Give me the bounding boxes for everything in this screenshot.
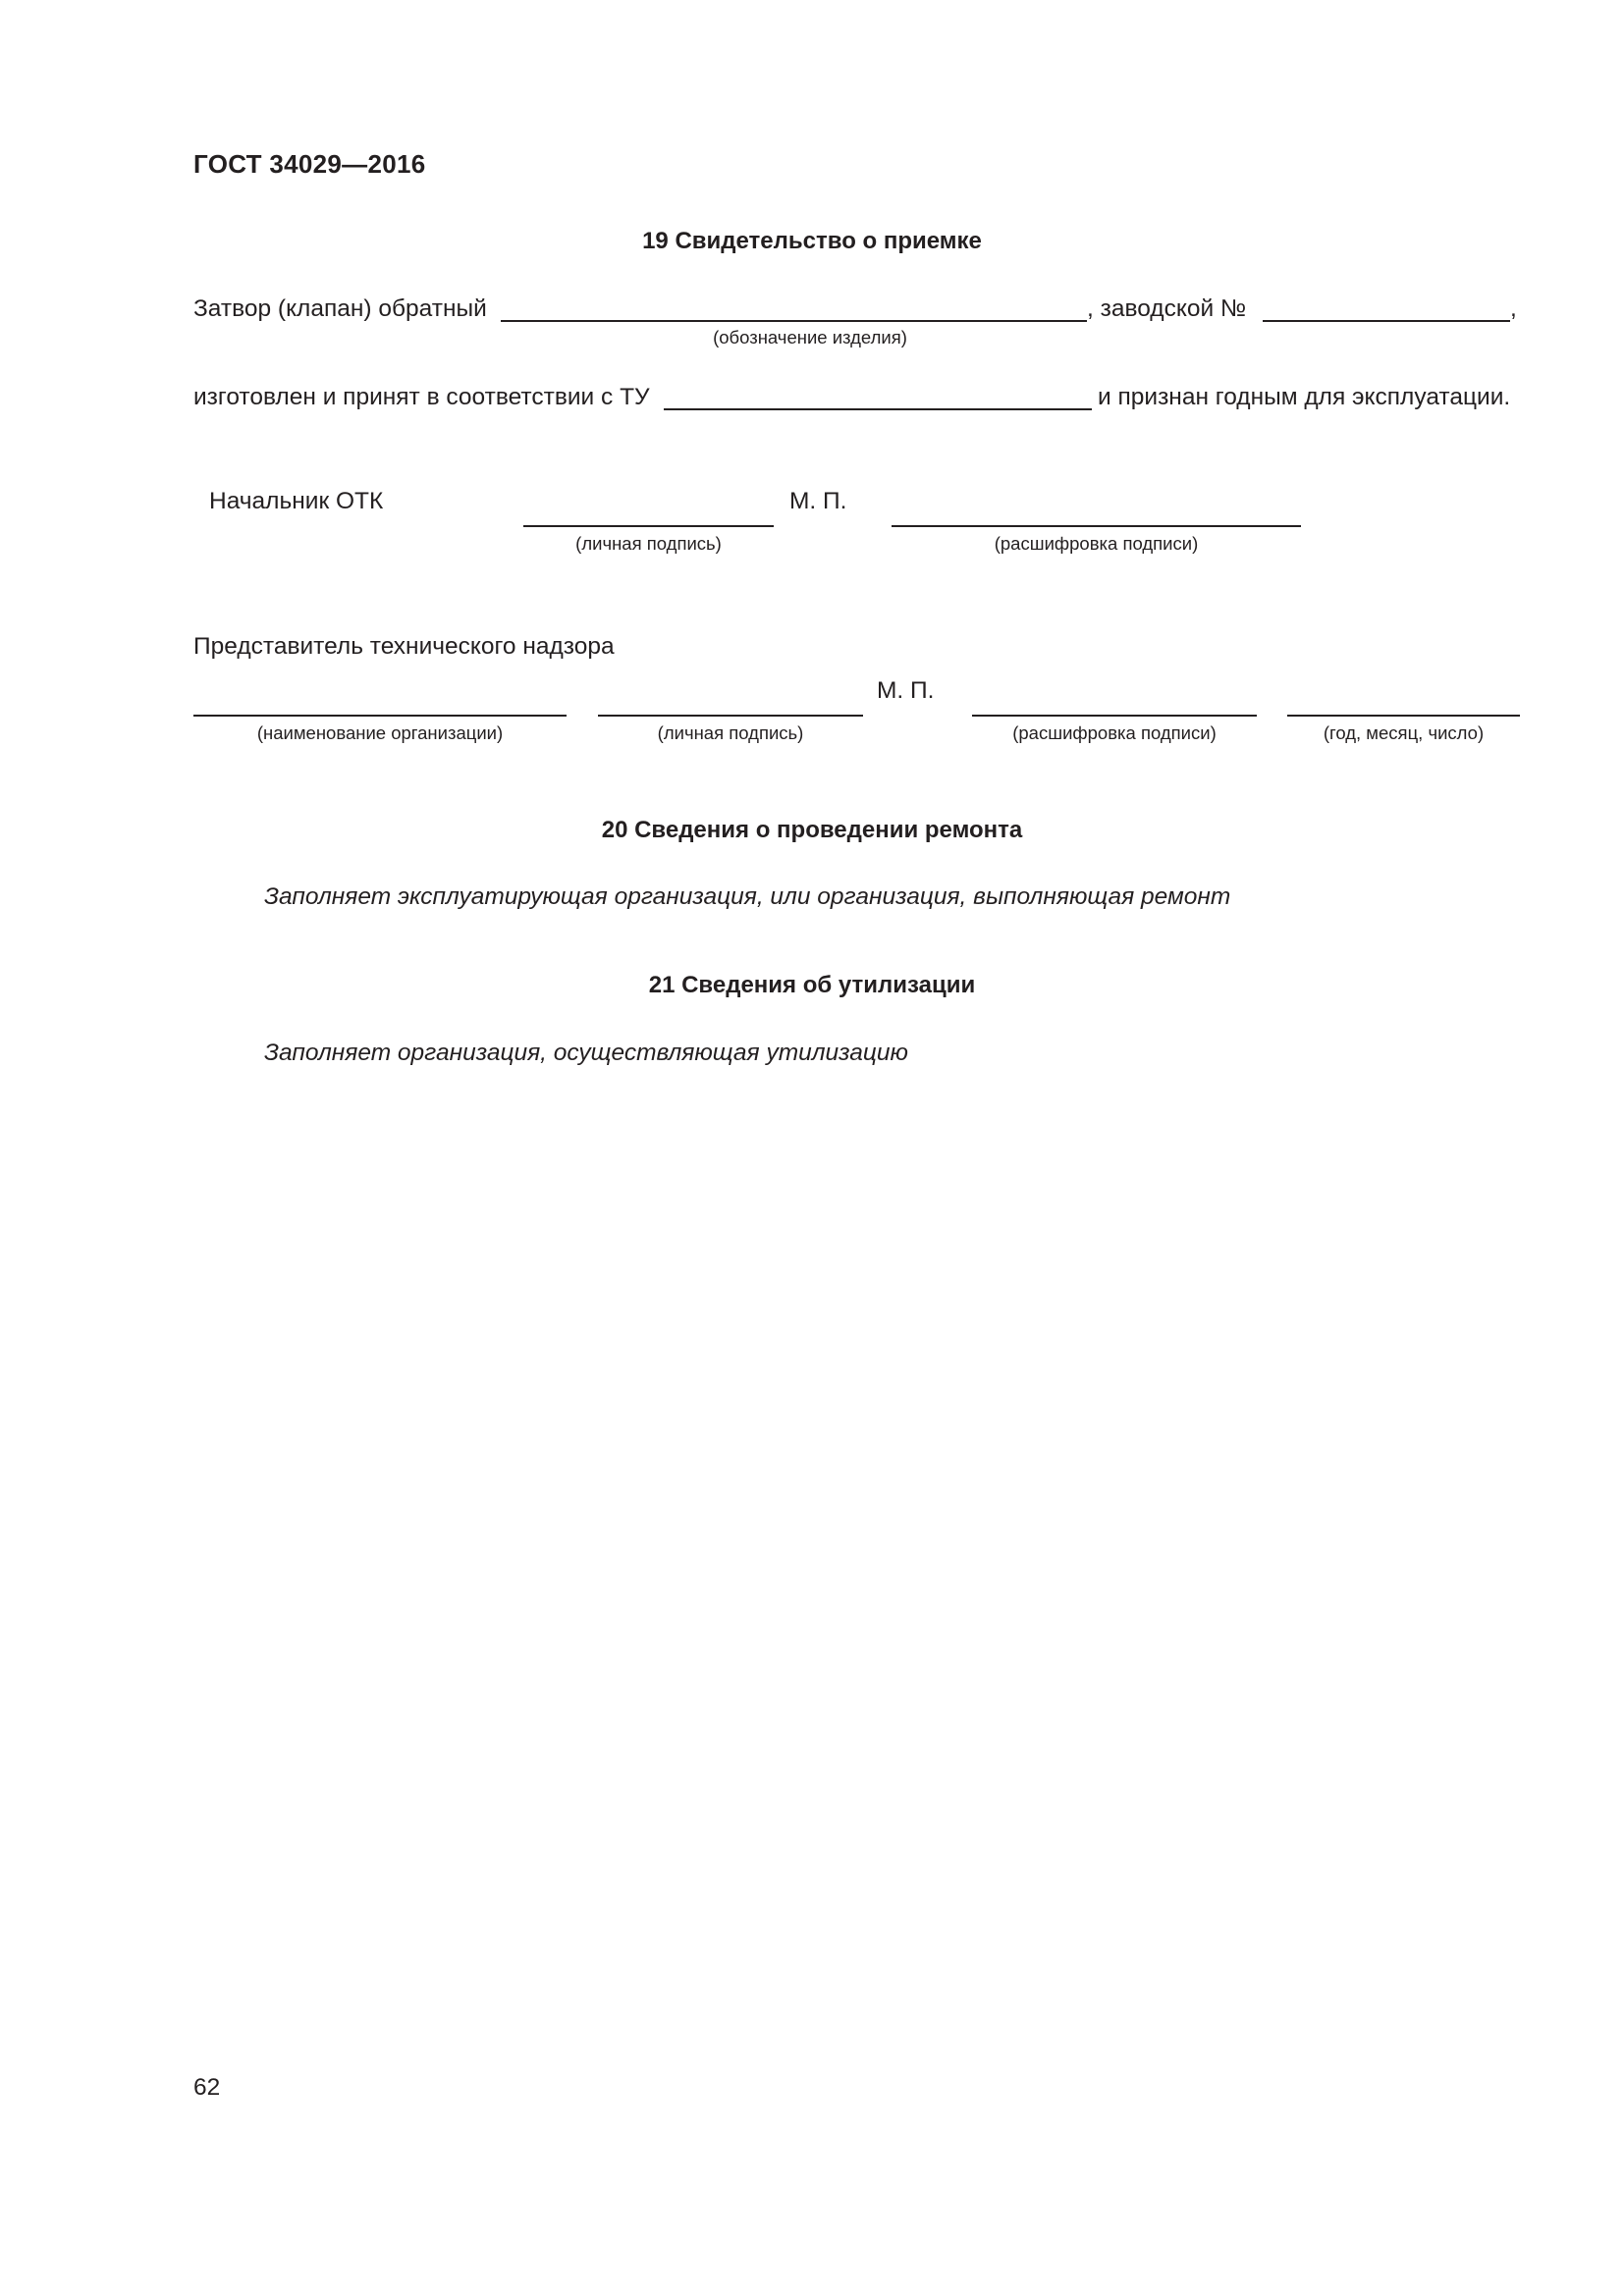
organization-name-caption: (наименование организации): [256, 722, 504, 743]
section-20-title: 20 Сведения о проведении ремонта: [601, 817, 1023, 843]
section-21-note: Заполняет организация, осуществляющая утилизацию: [264, 1040, 908, 1066]
date-field[interactable]: [1287, 715, 1520, 717]
supervision-decoding-caption: (расшифровка подписи): [1012, 722, 1217, 743]
row1-comma: ,: [1510, 295, 1517, 322]
supervision-signature-caption: (личная подпись): [657, 722, 804, 743]
fit-for-use-text: и признан годным для эксплуатации.: [1098, 384, 1511, 410]
organization-name-field[interactable]: [193, 715, 567, 717]
otk-stamp-label: М. П.: [789, 488, 847, 514]
serial-number-label: , заводской №: [1087, 295, 1247, 322]
section-19-title: 19 Свидетельство о приемке: [642, 228, 982, 254]
date-caption: (год, месяц, число): [1323, 722, 1485, 743]
document-standard-number: ГОСТ 34029—2016: [193, 149, 426, 179]
section-21-title: 21 Сведения об утилизации: [648, 972, 976, 998]
product-label: Затвор (клапан) обратный: [193, 295, 487, 322]
supervision-label: Представитель технического надзора: [193, 633, 615, 660]
otk-decoding-field[interactable]: [892, 525, 1301, 527]
serial-number-field[interactable]: [1263, 320, 1510, 322]
supervision-decoding-field[interactable]: [972, 715, 1257, 717]
supervision-signature-field[interactable]: [598, 715, 863, 717]
otk-chief-label: Начальник ОТК: [209, 488, 384, 514]
otk-decoding-caption: (расшифровка подписи): [994, 533, 1199, 554]
tu-field[interactable]: [664, 408, 1092, 410]
tu-label: изготовлен и принят в соответствии с ТУ: [193, 384, 650, 410]
section-20-note: Заполняет эксплуатирующая организация, или организация, выполняющая ремонт: [264, 883, 1231, 910]
otk-signature-caption: (личная подпись): [575, 533, 722, 554]
product-designation-caption: (обозначение изделия): [713, 327, 907, 347]
supervision-stamp-label: М. П.: [877, 677, 935, 704]
page-number: 62: [193, 2074, 221, 2101]
product-designation-field[interactable]: [501, 320, 1087, 322]
otk-signature-field[interactable]: [523, 525, 774, 527]
